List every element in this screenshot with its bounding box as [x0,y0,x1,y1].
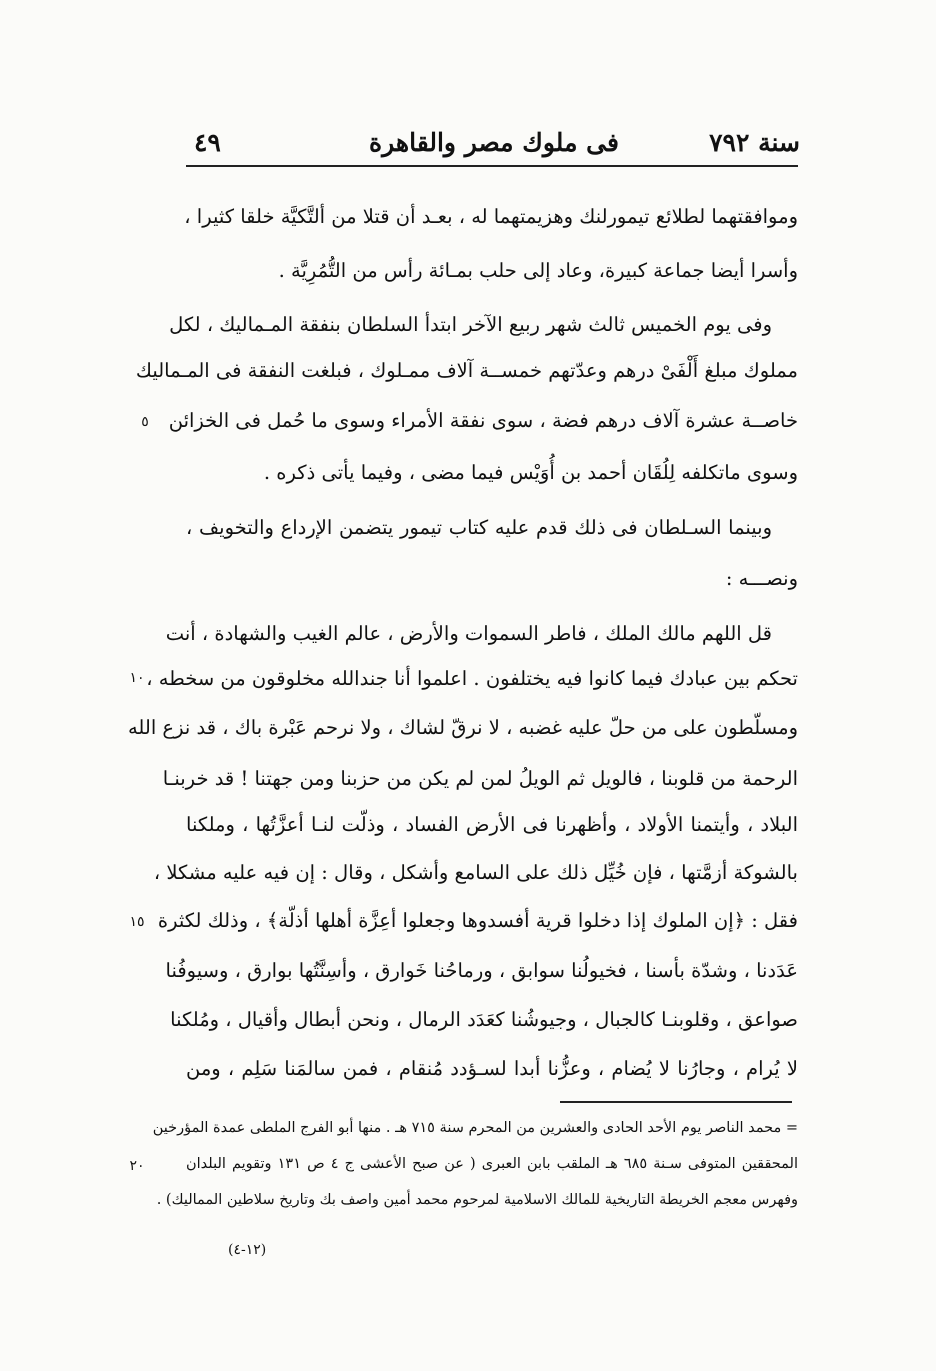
margin-line-number: ٥ [141,414,149,430]
text-line: لا يُرام ، وجارُنا لا يُضام ، وعزُّنا أبدا لسـؤدد مُنقام ، فمن سالمَنا سَلِم ، ومن [186,1057,798,1080]
margin-line-number: ١٥ [129,914,145,930]
text-line: بالشوكة أزمَّتها ، فإن خُيِّل ذلك على السامع وأشكل ، وقال : إن فيه عليه مشكلا ، [153,861,798,884]
text-line: الرحمة من قلوبنا ، فالويل ثم الويلُ لمن لم يكن من حزبنا ومن جهتنا ! قد خربنـا [162,767,798,790]
text-line: تحكم بين عبادك فيما كانوا فيه يختلفون . اعلموا أنا جندالله مخلوقون من سخطه ، [146,667,798,690]
text-line: خاصــة عشرة آلاف درهم فضة ، سوى نفقة الأمراء وسوى ما حُمل فى الخزائن [168,409,798,432]
text-line: وبينما السـلطان فى ذلك قدم عليه كتاب تيمور يتضمن الإرداع والتخويف ، [186,516,772,539]
page-number: ٤٩ [194,128,221,157]
text-line: وموافقتهما لطلائع تيمورلنك وهزيمتهما له ، بعـد أن قتلا من ألتَّكيَّة خلقا كثيرا ، [184,205,798,228]
text-line: صواعق ، وقلوبنـا كالجبال ، وجيوشُنا كعَدَد الرمال ، ونحن أبطال وأقيال ، ومُلكنا [170,1008,798,1031]
footnote-rule [560,1101,792,1103]
header-title: فى ملوك مصر والقاهرة [369,128,619,157]
margin-line-number: ١٠ [129,670,145,686]
text-line: وفى يوم الخميس ثالث شهر ربيع الآخر ابتدأ السلطان بنفقة المـماليك ، لكل [169,313,772,336]
text-line: ونصـــه : [725,567,798,590]
text-line: مملوك مبلغ أَلْفَىْ درهم وعدّتهم خمســة آلاف ممـلوك ، فبلغت النفقة فى المـماليك [135,359,798,382]
text-line: ومسلّطون على من حلّ عليه غضبه ، لا نرقّ لشاك ، ولا نرحم عَبْرة باك ، قد نزع الله [127,716,798,739]
running-header [188,122,800,162]
header-year: سنة ٧٩٢ [709,128,800,157]
text-line: البلاد ، وأيتمنا الأولاد ، وأظهرنا فى الأرض الفساد ، وذلّت لنـا أعزَّتُها ، وملكنا [186,813,798,836]
text-line: قل اللهم مالك الملك ، فاطر السموات والأرض ، عالم الغيب والشهادة ، أنت [165,622,772,645]
header-rule [186,165,798,167]
footnote-line: المحققين المتوفى سـنة ٦٨٥ هـ الملقب بابن العبرى ( عن صبح الأعشى ج ٤ ص ١٣١ وتقويم البلدان [186,1156,798,1172]
text-line: عَدَدنا ، وشدّة بأسنا ، فخيولُنا سوابق ، ورماحُنا خَوارق ، وأسِنَّتُها بوارق ، وسيوفُنا [165,959,798,982]
sheet-signature: (١٢-٤) [228,1242,267,1258]
text-line: وسوى ماتكلفه لِلُقَان أحمد بن أُوَيْس فيما مضى ، وفيما يأتى ذكره . [263,461,798,484]
text-line: فقل : ﴿إن الملوك إذا دخلوا قرية أفسدوها وجعلوا أعِزَّة أهلها أذلّة﴾ ، وذلك لكثرة [157,909,798,932]
footnote-line: وفهرس معجم الخريطة التاريخية للمالك الاسلامية لمرحوم محمد أمين واصف بك وتاريخ سلاطين المماليك) . [156,1192,798,1208]
footnote-line: = محمد الناصر يوم الأحد الحادى والعشرين من المحرم سنة ٧١٥ هـ . منها أبو الفرج الملطى عمدة المؤرخين [152,1120,798,1136]
margin-line-number: ٢٠ [129,1158,145,1174]
text-line: وأسرا أيضا جماعة كبيرة، وعاد إلى حلب بمـائة رأس من التُّمُرِيَّة . [278,259,798,282]
